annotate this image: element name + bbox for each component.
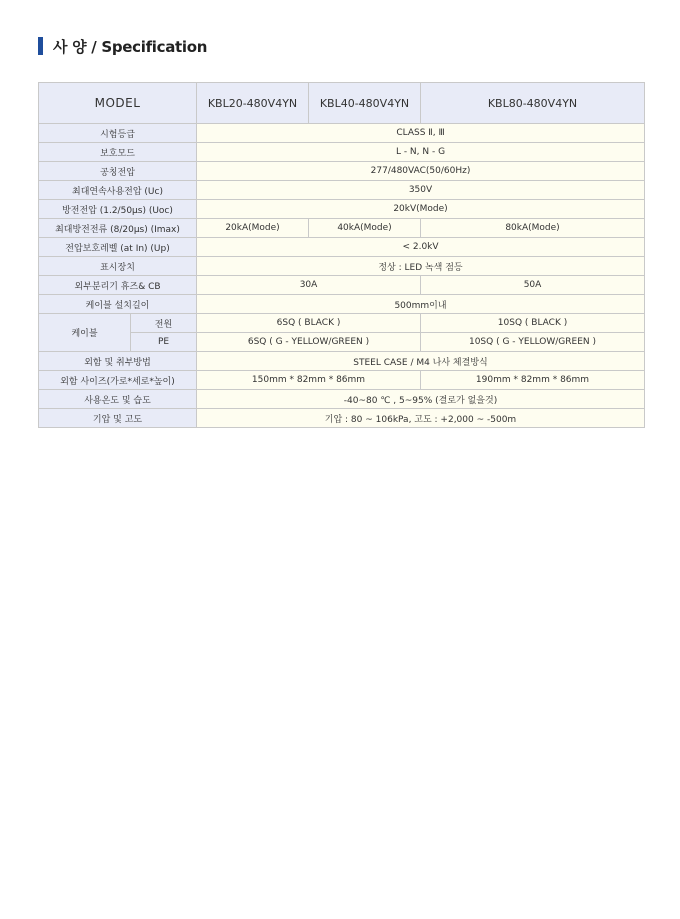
model-kbl80: KBL80-480V4YN <box>421 83 645 124</box>
value-cable-pe-small: 6SQ ( G - YELLOW/GREEN ) <box>197 333 421 352</box>
model-header: MODEL <box>39 83 197 124</box>
model-kbl40: KBL40-480V4YN <box>309 83 421 124</box>
value-enclosure: STEEL CASE / M4 나사 체결방식 <box>197 352 645 371</box>
row-label-pressure-altitude: 기압 및 고도 <box>39 409 197 428</box>
table-row <box>39 371 645 390</box>
table-row <box>39 143 645 162</box>
heading-accent-bar <box>38 37 43 55</box>
row-sublabel-cable-pe: PE <box>131 333 197 352</box>
value-max-discharge-current-kbl40: 40kA(Mode) <box>309 219 421 238</box>
value-cable-pe-large: 10SQ ( G - YELLOW/GREEN ) <box>421 333 645 352</box>
table-row <box>39 219 645 238</box>
table-row <box>39 200 645 219</box>
table-row <box>39 276 645 295</box>
table-row <box>39 390 645 409</box>
table-row <box>39 409 645 428</box>
table-header-row <box>39 83 645 124</box>
value-protection-level: < 2.0kV <box>197 238 645 257</box>
row-label-cable-length: 케이블 설치길이 <box>39 295 197 314</box>
row-sublabel-cable-power: 전원 <box>131 314 197 333</box>
row-label-indicator: 표시장치 <box>39 257 197 276</box>
table-row <box>39 162 645 181</box>
value-cable-power-small: 6SQ ( BLACK ) <box>197 314 421 333</box>
row-label-external-breaker: 외부분리기 휴즈& CB <box>39 276 197 295</box>
row-label-enclosure-size: 외함 사이즈(가로*세로*높이) <box>39 371 197 390</box>
row-label-max-discharge-current: 최대방전전류 (8/20μs) (Imax) <box>39 219 197 238</box>
table-row <box>39 314 645 333</box>
table-row <box>39 257 645 276</box>
value-enclosure-size-small: 150mm * 82mm * 86mm <box>197 371 421 390</box>
table-row <box>39 295 645 314</box>
row-label-operating-temp: 사용온도 및 습도 <box>39 390 197 409</box>
table-row <box>39 181 645 200</box>
value-external-breaker-small: 30A <box>197 276 421 295</box>
specification-table <box>38 82 645 428</box>
row-label-nominal-voltage: 공칭전압 <box>39 162 197 181</box>
value-cable-length: 500mm이내 <box>197 295 645 314</box>
value-test-class: CLASS Ⅱ, Ⅲ <box>197 124 645 143</box>
table-row <box>39 238 645 257</box>
table-row <box>39 124 645 143</box>
value-external-breaker-large: 50A <box>421 276 645 295</box>
value-cable-power-large: 10SQ ( BLACK ) <box>421 314 645 333</box>
section-title: 사 양 / Specification <box>53 37 208 56</box>
value-indicator: 정상 : LED 녹색 점등 <box>197 257 645 276</box>
value-protection-mode: L - N, N - G <box>197 143 645 162</box>
value-enclosure-size-large: 190mm * 82mm * 86mm <box>421 371 645 390</box>
value-max-discharge-current-kbl80: 80kA(Mode) <box>421 219 645 238</box>
model-kbl20: KBL20-480V4YN <box>197 83 309 124</box>
table-row <box>39 352 645 371</box>
value-max-discharge-current-kbl20: 20kA(Mode) <box>197 219 309 238</box>
row-label-protection-mode: 보호모드 <box>39 143 197 162</box>
row-label-protection-level: 전압보호레벨 (at In) (Up) <box>39 238 197 257</box>
row-label-surge-voltage: 방전전압 (1.2/50μs) (Uoc) <box>39 200 197 219</box>
value-pressure-altitude: 기압 : 80 ~ 106kPa, 고도 : +2,000 ~ -500m <box>197 409 645 428</box>
row-label-cable: 케이블 <box>39 314 131 352</box>
value-surge-voltage: 20kV(Mode) <box>197 200 645 219</box>
row-label-test-class: 시험등급 <box>39 124 197 143</box>
value-nominal-voltage: 277/480VAC(50/60Hz) <box>197 162 645 181</box>
value-operating-temp: -40~80 ℃ , 5~95% (결로가 없을것) <box>197 390 645 409</box>
row-label-enclosure: 외함 및 취부방법 <box>39 352 197 371</box>
value-max-continuous-voltage: 350V <box>197 181 645 200</box>
row-label-max-continuous-voltage: 최대연속사용전압 (Uc) <box>39 181 197 200</box>
section-heading <box>38 36 207 56</box>
